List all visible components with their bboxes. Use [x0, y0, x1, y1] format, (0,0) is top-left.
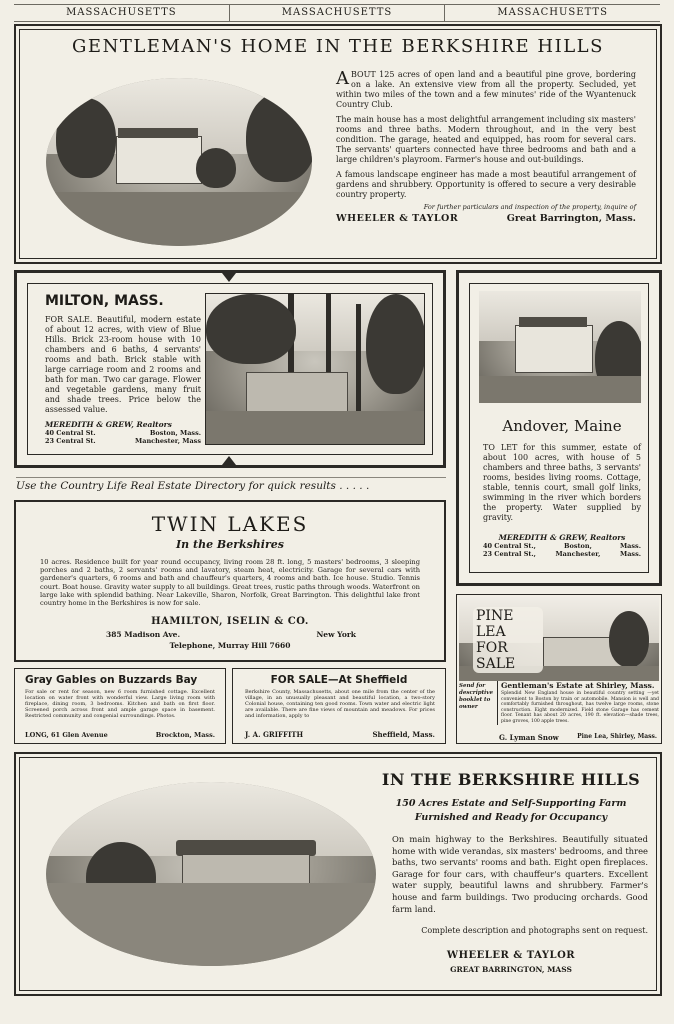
- ad-title-block: [473, 607, 543, 673]
- ad-title: GENTLEMAN'S HOME IN THE BERKSHIRE HILLS: [72, 36, 604, 57]
- directory-tagline: Use the Country Life Real Estate Directory for quick results . . . . .: [16, 477, 446, 492]
- agent-name: WHEELER & TAYLOR: [446, 950, 576, 961]
- agent-name: J. A. GRIFFITH: [245, 730, 304, 739]
- ad-subtitle: 150 Acres Estate and Self-Supporting Farm: [395, 798, 627, 809]
- address-street: 40 Central St.: [45, 429, 96, 437]
- ad-title: TWIN LAKES: [151, 512, 309, 536]
- owner-address: Pine Lea, Shirley, Mass.: [577, 733, 657, 740]
- ad-body: On main highway to the Berkshires. Beautifully situated home with wide verandas, six masters' bedrooms, and three baths, two servants' rooms and bath. Eight open fireplaces. Garage for four cars, with chauffeur's quarters. Excellent water supply, beautiful lawns and shrubbery. Farmer's house and farm buildings. Two producing orchards. Good farm land.: [392, 834, 648, 914]
- drop-cap: A: [336, 68, 349, 89]
- ad-subtitle: Furnished and Ready for Occupancy: [414, 812, 608, 823]
- address-street: 23 Central St.,: [483, 550, 536, 558]
- address-city: Manchester,: [555, 550, 601, 558]
- photo-lawn: [46, 883, 376, 966]
- ad-berkshire-hills: [14, 752, 662, 996]
- photo-tree: [609, 611, 649, 667]
- photo-tree: [366, 294, 425, 394]
- ad-title: IN THE BERKSHIRE HILLS: [381, 770, 641, 789]
- ad-andover: [456, 270, 662, 586]
- ad-body: Splendid New England house in beautiful country setting —yet convenient to Boston by train or automobile. Mansion is well and comfortably furnished throughout, has twelve large rooms, stone construction. Eight modernized. Field stone Garage has cement floor. Tenant has about 20 acres, 190 ft. elevation—shade trees, pine groves, 100 apple trees.: [501, 691, 659, 724]
- ad-paragraph-1: [336, 70, 636, 110]
- ad-closing: Complete description and photographs sent on request.: [421, 926, 648, 935]
- ornament-triangle: [222, 273, 236, 282]
- photo-lawn: [479, 376, 641, 403]
- address-street: 23 Central St.: [45, 437, 96, 445]
- ad-title-line: PINE LEA: [476, 608, 514, 640]
- agent-address: [45, 429, 201, 437]
- ad-twin-lakes: [14, 500, 446, 662]
- ad-gray-gables: [14, 668, 226, 744]
- agent-location: Great Barrington, Mass.: [506, 213, 636, 224]
- address-city: Manchester, Mass: [135, 437, 201, 445]
- ad-title-line: FOR SALE: [476, 640, 516, 672]
- photo-tree: [206, 294, 296, 364]
- ad-pine-lea: [456, 594, 662, 744]
- running-head-right: MASSACHUSETTS: [444, 5, 660, 21]
- agent-city: Sheffield, Mass.: [372, 730, 435, 739]
- photo-house: [116, 136, 202, 184]
- ad-title: Gray Gables on Buzzards Bay: [25, 674, 198, 686]
- photo-pine-trunk: [356, 304, 361, 424]
- running-head-left: MASSACHUSETTS: [66, 7, 177, 18]
- estate-photo: [479, 291, 641, 403]
- inquire-line: For further particulars and inspection of the property, inquire of: [423, 203, 636, 211]
- agent-address: [45, 437, 201, 445]
- estate-photo: [205, 293, 425, 445]
- running-header: [14, 4, 660, 22]
- agent-address: [106, 630, 356, 639]
- agent-address: [483, 542, 641, 550]
- ad-subtitle: In the Berkshires: [176, 538, 284, 551]
- agent-name: WHEELER & TAYLOR: [336, 213, 459, 224]
- photo-tree: [56, 98, 116, 178]
- milton-text: [45, 293, 201, 445]
- agent-name: HAMILTON, ISELIN & CO.: [151, 616, 309, 627]
- photo-lawn: [206, 411, 424, 444]
- ornament-triangle: [222, 456, 236, 465]
- photo-shrub: [196, 148, 236, 188]
- ad-paragraph-2: The main house has a most delightful arrangement including six masters' rooms and three baths. Modern throughout, and in the very best condition. The garage, heated and equipped, has room for several cars. The servants' quarters connected have three bedrooms and bath and a large children's playroom. Farmer's house and out-buildings.: [336, 115, 636, 164]
- photo-roof: [519, 317, 587, 327]
- estate-photo: [46, 78, 312, 246]
- address-city: Boston,: [564, 542, 592, 550]
- agent-location: GREAT BARRINGTON, MASS: [450, 965, 572, 974]
- photo-lawn: [46, 192, 312, 246]
- ad-body: Berkshire County, Massachusetts, about one mile from the center of the village, in an unusually pleasant and beautiful location, a two-story Colonial house, containing ten good rooms. Town water and electric light are available. There are fine views of mountain and meadows. For prices and information, apply to: [245, 689, 435, 720]
- agent-line: [336, 213, 636, 224]
- contact-name: LONG, 61 Glen Avenue: [25, 731, 108, 739]
- ad-text-column: [336, 70, 636, 224]
- owner-line: [499, 733, 657, 742]
- agent-block: [483, 533, 641, 558]
- ad-title: Andover, Maine: [502, 417, 622, 435]
- ad-gentlemans-home: [14, 24, 662, 264]
- running-head-center: MASSACHUSETTS: [229, 5, 445, 21]
- address-city: Boston, Mass.: [149, 429, 201, 437]
- ad-body: TO LET for this summer, estate of about 100 acres, with house of 5 chambers and three baths, 3 servants' rooms, besides living rooms. Cottage, stable, tennis court, small golf links, swimming in the river which borders the property. Water supplied by gravity.: [483, 443, 641, 522]
- ad-paragraph-3: A famous landscape engineer has made a most beautiful arrangement of gardens and shrubbery. Opportunity is offered to secure a very desirable country property.: [336, 170, 636, 199]
- ad-body: For sale or rent for season, new 6 room furnished cottage. Excellent location on water front with wonderful view. Large living room with fireplace, dining room, 3 bedrooms. Kitchen and bath on first floor. Screened porch across front and ample garage space in basement. Restricted community and congenial surroundings. Photos.: [25, 689, 215, 720]
- photo-roof: [118, 128, 198, 138]
- address-city: New York: [316, 630, 356, 639]
- ad-milton: [14, 270, 446, 468]
- ad-sheffield: [232, 668, 446, 744]
- contact-line: [25, 731, 215, 739]
- ad-title: MILTON, MASS.: [45, 293, 164, 309]
- address-state: Mass.: [619, 542, 641, 550]
- photo-tree: [246, 92, 312, 182]
- address-street: 385 Madison Ave.: [106, 630, 181, 639]
- pine-lea-text: [497, 681, 659, 725]
- agent-line: [245, 730, 435, 739]
- agent-phone: Telephone, Murray Hill 7660: [169, 641, 291, 650]
- ad-title: FOR SALE—At Sheffield: [270, 674, 408, 686]
- paragraph-text: BOUT 125 acres of open land and a beautiful pine grove, bordering on a lake. An extensive view from all the property. Secluded, yet within two miles of the town and a few minutes' ride of the Wyantenuck Country Club.: [336, 70, 636, 109]
- photo-house: [515, 325, 593, 373]
- ad-body: 10 acres. Residence built for year round occupancy, living room 28 ft. long, 5 masters' bedrooms, 3 sleeping porches and 2 baths, 2 servants' rooms and lavatory, steam heat, electricity. Garage for several cars with gardener's quarters, 6 rooms and bath and chauffeur's quarters, 4 rooms and bath. Ice house. Studio. Tennis court. Boat house. Gravity water supply to all buildings. Great trees, rustic paths through woods. Waterfront on large lake with splendid bathing. Near Lakeville, Sharon, Norfolk, Great Barrington. This delightful lake front country home in the Berkshires is now for sale.: [40, 558, 420, 608]
- address-state: Mass.: [620, 550, 641, 558]
- contact-city: Brockton, Mass.: [155, 731, 215, 739]
- ad-headline: Gentleman's Estate at Shirley, Mass.: [501, 681, 655, 690]
- agent-address: [483, 550, 641, 558]
- agent-name: MEREDITH & GREW, Realtors: [45, 420, 172, 429]
- estate-photo: [46, 782, 376, 966]
- owner-name: G. Lyman Snow: [499, 733, 559, 742]
- address-street: 40 Central St.,: [483, 542, 536, 550]
- send-for-note: Send for descriptive booklet to owner: [459, 683, 493, 710]
- ad-body: FOR SALE. Beautiful, modern estate of about 12 acres, with view of Blue Hills. Brick 23-room house with 10 chambers and 6 baths, 4 servants' rooms and bath. Brick stable with large carriage room and 2 rooms and bath for man. Two car garage. Flower and vegetable gardens, many fruit and shade trees. Price below the assessed value.: [45, 315, 201, 414]
- agent-name: MEREDITH & GREW, Realtors: [498, 533, 626, 542]
